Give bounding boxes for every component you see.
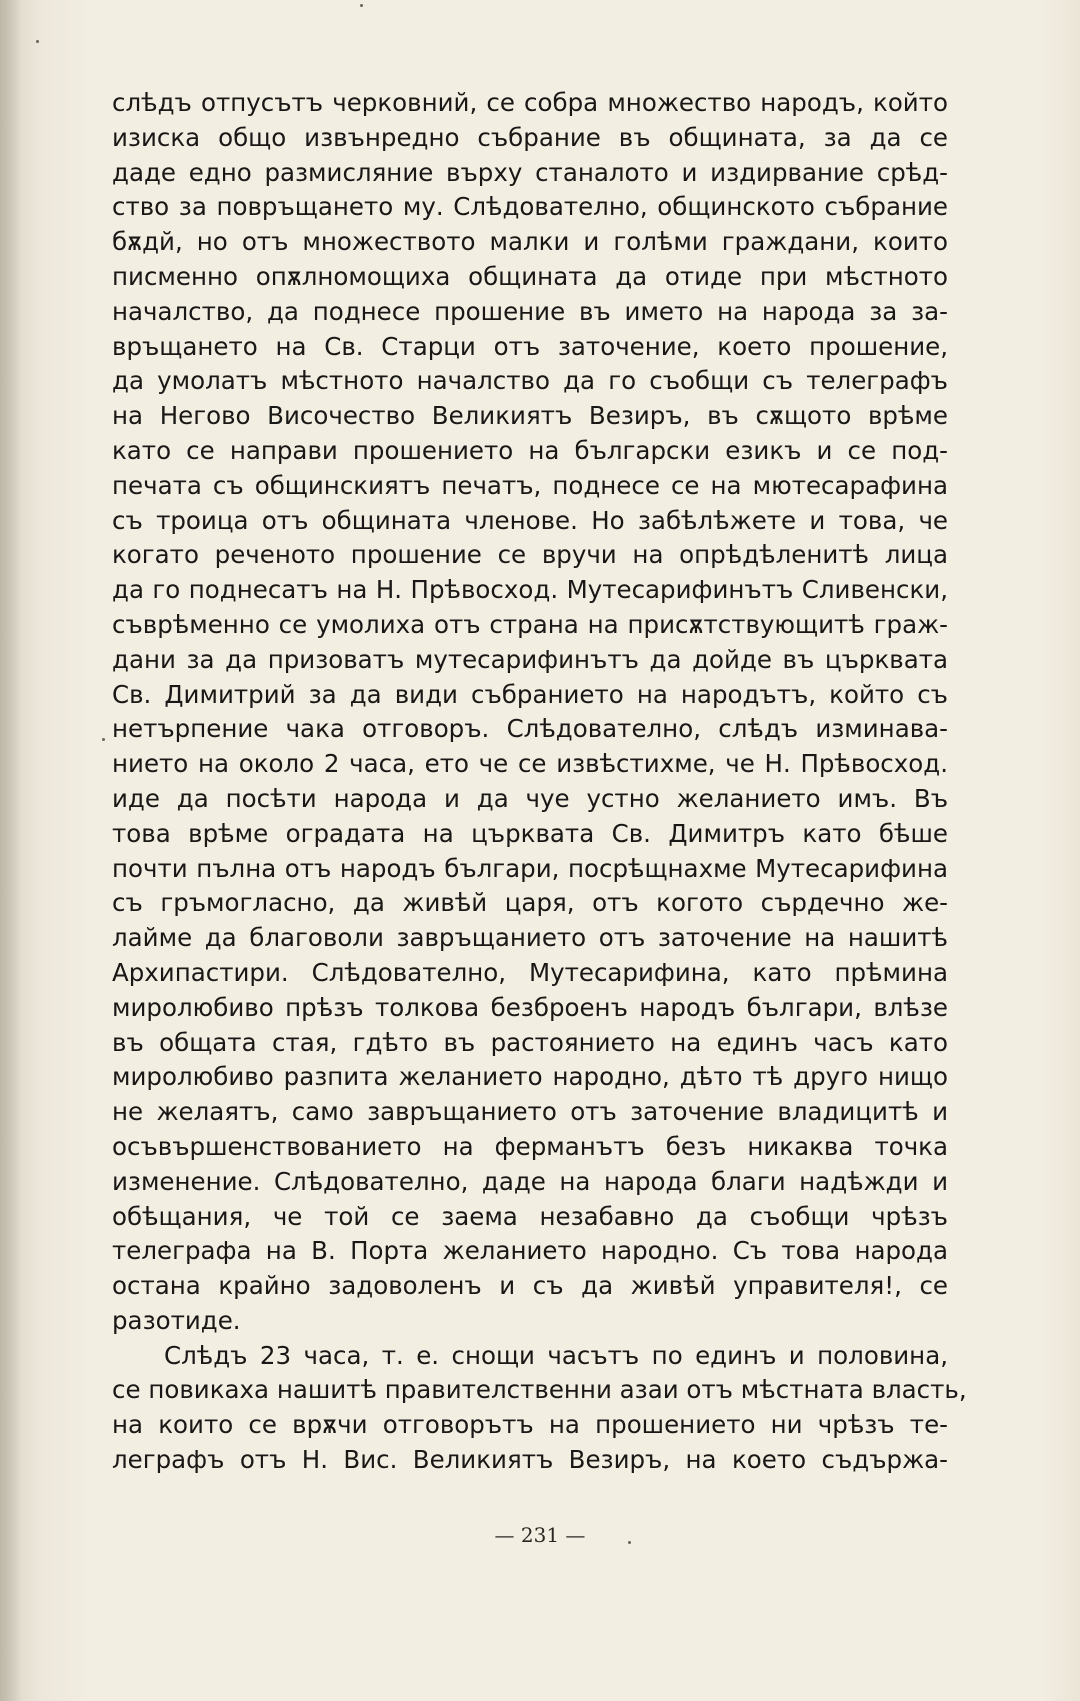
text-line: съврѣменно се умолиха отъ страна на присѫтствующитѣ граж-	[112, 609, 948, 639]
text-line: миролюбиво разпита желанието народно, дѣто тѣ друго нищо	[112, 1062, 948, 1092]
paper-speck	[102, 738, 105, 741]
text-line: иде да посѣти народа и да чуе устно желанието имъ. Въ	[112, 783, 948, 813]
text-line: лайме да благоволи завръщанието отъ заточение на нашитѣ	[112, 923, 948, 953]
page-text	[112, 86, 967, 1478]
text-line: това врѣме оградата на църквата Св. Димитръ като бѣше	[112, 818, 948, 848]
text-line: Св. Димитрий за да види събранието на народътъ, който съ	[112, 679, 948, 709]
text-line: миролюбиво прѣзъ толкова безброенъ народъ българи, влѣзе	[112, 992, 948, 1022]
text-line: печата съ общинскиятъ печатъ, поднесе се на мютесарафина	[112, 470, 948, 500]
text-line: на Негово Височество Великиятъ Везиръ, въ сѫщото врѣме	[112, 401, 948, 431]
text-line: осъвършенствованието на ферманътъ безъ никаква точка	[112, 1131, 948, 1161]
text-line: нетърпение чака отговоръ. Слѣдователно, слѣдъ изминава-	[112, 714, 948, 744]
text-line: да умолатъ мѣстното началство да го съобщи съ телеграфъ	[112, 366, 948, 396]
spine-shadow	[0, 0, 22, 1701]
text-line: когато реченото прошение се вручи на опрѣдѣленитѣ лица	[112, 540, 948, 570]
text-line: на които се врѫчи отговорътъ на прошението ни чрѣзъ те-	[112, 1410, 948, 1440]
text-line: връщането на Св. Старци отъ заточение, което прошение,	[112, 331, 948, 361]
text-line: дани за да призоватъ мутесарифинътъ да дойде въ църквата	[112, 644, 948, 674]
text-line: като се направи прошението на български езикъ и се под-	[112, 435, 948, 465]
text-line: Слѣдъ 23 часа, т. е. снощи часътъ по единъ и половина,	[164, 1340, 948, 1370]
paper-speck	[360, 4, 363, 7]
text-line: телеграфа на В. Порта желанието народно. Съ това народа	[112, 1236, 948, 1266]
text-line: писменно опѫлномощиха общината да отиде при мѣстното	[112, 261, 948, 291]
paragraph-2	[112, 1339, 967, 1478]
text-line: леграфъ отъ Н. Вис. Великиятъ Везиръ, на което съдържа-	[112, 1445, 948, 1475]
paper-speck	[628, 1541, 631, 1544]
text-line: не желаятъ, само завръщанието отъ заточение владицитѣ и	[112, 1097, 948, 1127]
page-number: — 231 —	[494, 1523, 586, 1547]
text-line: бѫдй, но отъ множеството малки и голѣми граждани, които	[112, 227, 948, 257]
paragraph-1	[112, 86, 948, 1339]
text-line: слѣдъ отпусътъ черковний, се собра множество народъ, който	[112, 88, 948, 117]
text-line: изиска общо извънредно събрание въ общината, за да се	[112, 122, 948, 152]
text-line: ство за повръщането му. Слѣдователно, общинското събрание	[112, 192, 948, 222]
text-line: нието на около 2 часа, ето че се извѣстихме, че Н. Прѣвосход.	[112, 749, 948, 779]
text-line: остана крайно задоволенъ и съ да живѣй управителя!, се	[112, 1271, 948, 1301]
text-line: почти пълна отъ народъ българи, посрѣщнахме Мутесарифина	[112, 853, 948, 883]
text-line: изменение. Слѣдователно, даде на народа благи надѣжди и	[112, 1166, 948, 1196]
text-line: даде едно размисляние върху станалото и издирвание срѣд-	[112, 157, 948, 187]
text-line: съ гръмогласно, да живѣй царя, отъ когото сърдечно же-	[112, 888, 948, 918]
text-line: се повикаха нашитѣ правителственни азаи отъ мѣстната власть,	[112, 1375, 967, 1405]
text-line: началство, да поднесе прошение въ името на народа за за-	[112, 296, 948, 326]
text-line: обѣщания, че той се заема незабавно да съобщи чрѣзъ	[112, 1201, 948, 1231]
text-line: съ троица отъ общината членове. Но забѣлѣжете и това, че	[112, 505, 948, 535]
paper-speck	[36, 40, 39, 43]
text-line: да го поднесатъ на Н. Прѣвосход. Мутесарифинътъ Сливенски,	[112, 575, 948, 605]
text-line: разотиде.	[112, 1305, 241, 1335]
text-line: въ общата стая, гдѣто въ растоянието на единъ часъ като	[112, 1027, 948, 1057]
text-line: Архипастири. Слѣдователно, Мутесарифина, като прѣмина	[112, 957, 948, 987]
